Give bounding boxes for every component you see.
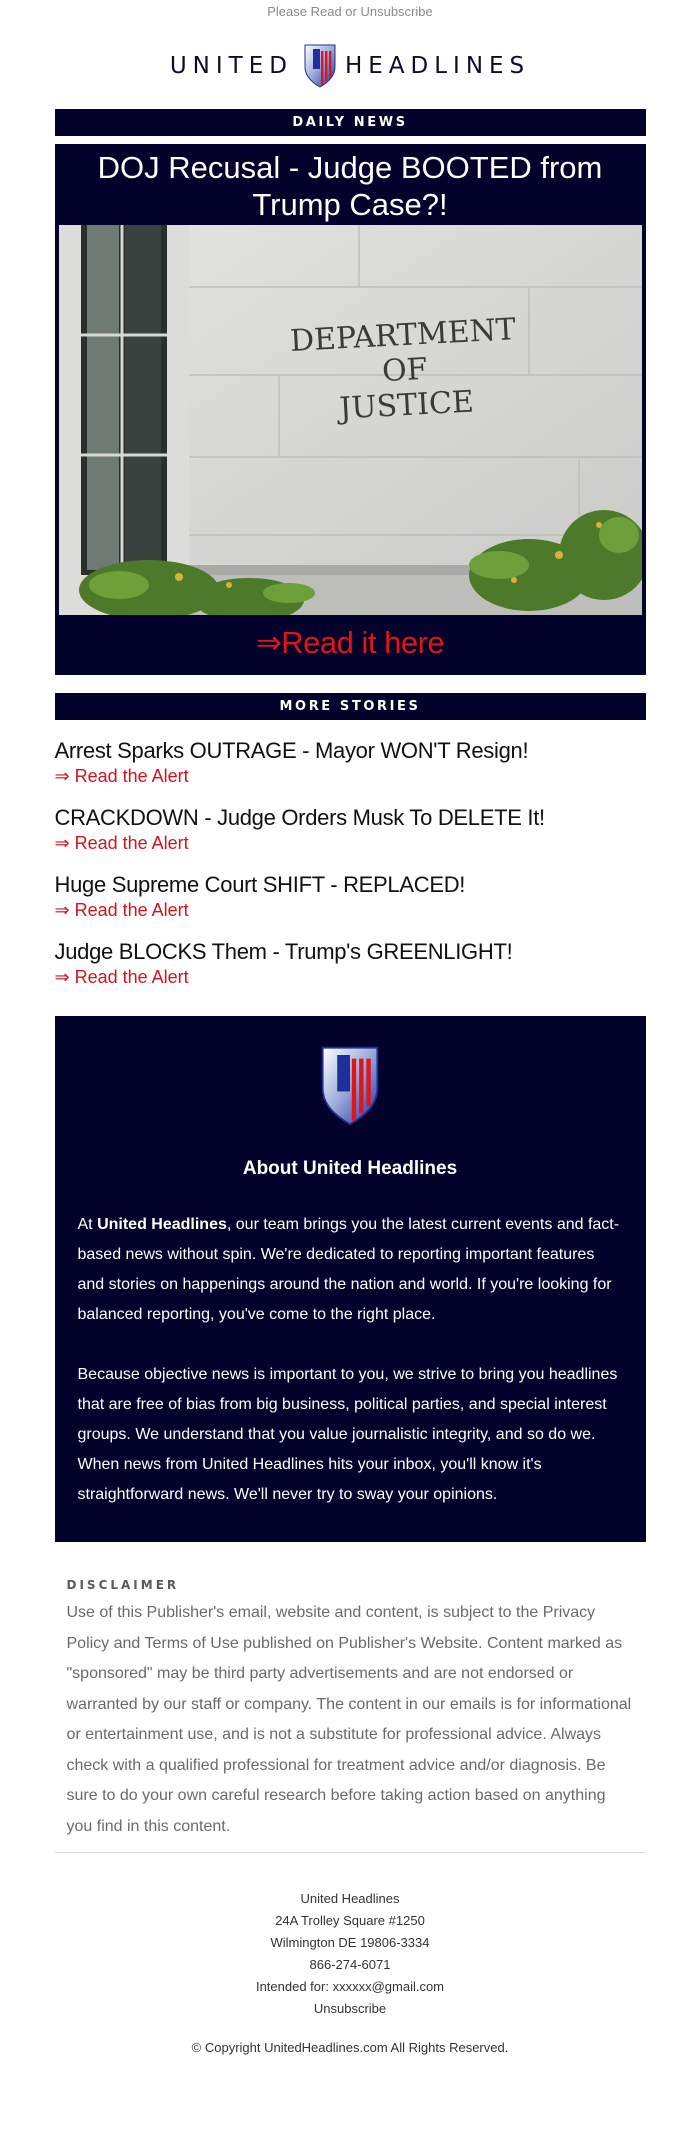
preheader-link[interactable]: Please Read or Unsubscribe <box>267 4 433 19</box>
copyright: © Copyright UnitedHeadlines.com All Rights Reserved. <box>191 2040 509 2055</box>
unsubscribe-link[interactable]: Unsubscribe <box>313 2001 387 2016</box>
shield-logo-icon <box>303 43 337 89</box>
footer-address <box>55 1888 646 2020</box>
about-paragraph-1: At United Headlines, our team brings you the latest current events and fact-based news without spin. We're dedicated to reporting important features and stories on happenings around the nation and world. If you're looking for balanced reporting, you've come to the right place. <box>77 1216 620 1323</box>
daily-news-bar: DAILY NEWS <box>55 109 646 136</box>
story-read-link[interactable]: ⇒ Read the Alert <box>54 900 189 920</box>
about-paragraph-2: Because objective news is important to you, we strive to bring you headlines that are free of bias from big business, political parties, and special interest groups. We understand that you value journalistic integrity, and so do we. When news from United Headlines hits your inbox, you'll know it's straightforward news. We'll never try to sway your opinions. <box>77 1366 618 1503</box>
hero-read-link[interactable]: ⇒Read it here <box>255 625 445 660</box>
footer-company: United Headlines <box>300 1891 400 1906</box>
sign-line-3: JUSTICE <box>337 384 475 427</box>
more-stories-bar: MORE STORIES <box>55 693 646 720</box>
brand-word-left: UNITED <box>169 53 293 79</box>
story-title[interactable]: CRACKDOWN - Judge Orders Musk To DELETE It! <box>54 805 545 830</box>
story-read-link[interactable]: ⇒ Read the Alert <box>54 967 189 987</box>
story-item <box>55 872 646 921</box>
footer-address-line-2: Wilmington DE 19806-3334 <box>270 1935 430 1950</box>
brand-word-right: HEADLINES <box>344 53 531 79</box>
disclaimer-text: Use of this Publisher's email, website and content, is subject to the Privacy Policy and Terms of Use published on Publisher's Website. Content marked as "sponsored" may be third party advertisements and are not endorsed or warranted by our staff or company. The content in our emails is for informational or entertainment use, and is not a substitute for professional advice. Always check with a qualified professional for treatment advice and/or diagnosis. Be sure to do your own careful research before taking action based on anything you find in this content. <box>66 1604 632 1835</box>
hero-image[interactable] <box>59 225 642 615</box>
story-read-link[interactable]: ⇒ Read the Alert <box>54 833 189 853</box>
story-read-link[interactable]: ⇒ Read the Alert <box>54 766 189 786</box>
story-title[interactable]: Huge Supreme Court SHIFT - REPLACED! <box>54 872 466 897</box>
sign-line-1: DEPARTMENT <box>288 312 517 359</box>
preheader <box>0 0 700 22</box>
footer-phone: 866-274-6071 <box>309 1957 391 1972</box>
story-item <box>55 805 646 854</box>
brand-logo[interactable] <box>0 43 700 89</box>
story-item <box>55 939 646 988</box>
about-title: About United Headlines <box>242 1158 458 1179</box>
story-title[interactable]: Judge BLOCKS Them - Trump's GREENLIGHT! <box>54 939 513 964</box>
footer-intended: Intended for: xxxxxx@gmail.com <box>255 1979 445 1994</box>
hero-card <box>55 144 646 675</box>
email-container <box>55 109 646 2055</box>
disclaimer-label: DISCLAIMER <box>66 1578 180 1592</box>
brand-name: United Headlines <box>97 1216 227 1233</box>
footer-address-line-1: 24A Trolley Square #1250 <box>275 1913 425 1928</box>
divider <box>55 1852 646 1853</box>
story-item <box>55 738 646 787</box>
story-title[interactable]: Arrest Sparks OUTRAGE - Mayor WON'T Resign! <box>54 738 529 763</box>
disclaimer-section <box>55 1542 646 1842</box>
sign-line-2: OF <box>380 351 428 390</box>
about-section <box>55 1016 646 1542</box>
shield-logo-icon <box>319 1044 381 1128</box>
hero-headline[interactable]: DOJ Recusal - Judge BOOTED from Trump Case?! <box>97 150 603 222</box>
